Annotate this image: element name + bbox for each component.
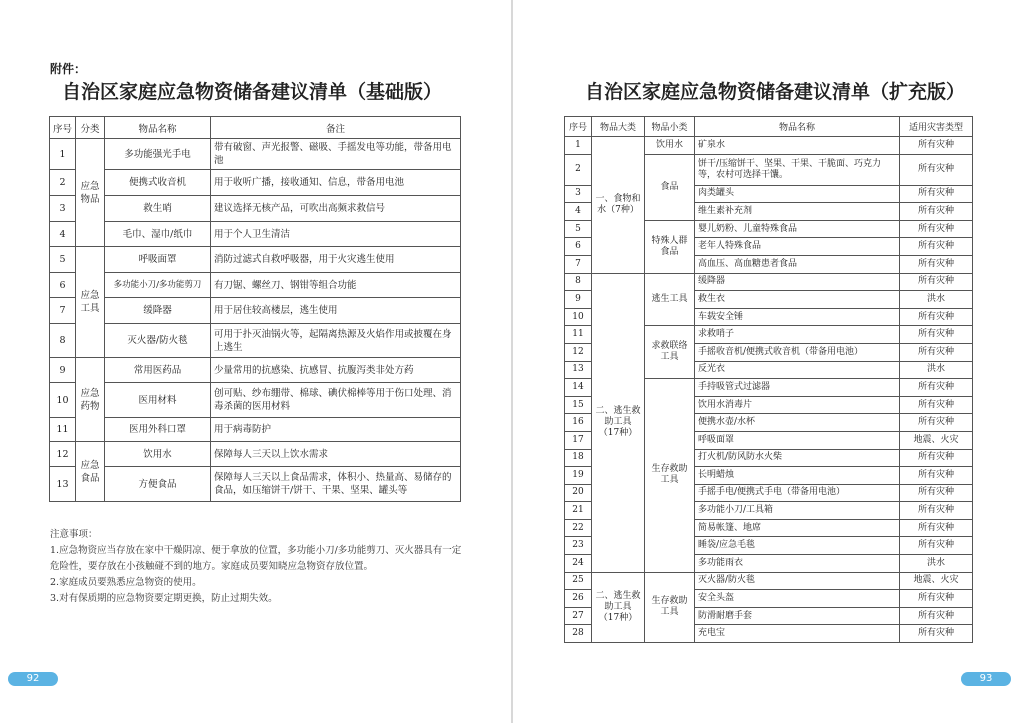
hazard-type: 地震、火灾 <box>900 572 973 590</box>
item-name: 手持吸管式过滤器 <box>695 379 900 397</box>
attachment-label: 附件： <box>50 62 87 76</box>
hazard-type: 所有灾种 <box>900 154 973 185</box>
item-name: 高血压、高血糖患者食品 <box>695 255 900 273</box>
item-name: 防滑耐磨手套 <box>695 607 900 625</box>
hazard-type: 所有灾种 <box>900 203 973 221</box>
table-row <box>50 324 461 358</box>
hazard-type: 所有灾种 <box>900 537 973 555</box>
table-row <box>50 247 461 273</box>
item-name: 长明蜡烛 <box>695 467 900 485</box>
header-sub-category: 物品小类 <box>645 117 695 137</box>
major-category-cell: 二、逃生救助工具（17种） <box>592 273 645 572</box>
hazard-type: 所有灾种 <box>900 414 973 432</box>
row-no: 19 <box>565 467 592 485</box>
hazard-type: 所有灾种 <box>900 220 973 238</box>
hazard-type: 所有灾种 <box>900 607 973 625</box>
item-note: 消防过滤式自救呼吸器，用于火灾逃生使用 <box>211 247 461 273</box>
item-note: 用于收听广播，接收通知、信息，带备用电池 <box>211 170 461 196</box>
item-name: 救生哨 <box>105 196 211 222</box>
table-row <box>50 298 461 324</box>
notes-section <box>50 527 470 607</box>
hazard-type: 所有灾种 <box>900 396 973 414</box>
basic-list-table <box>49 116 461 502</box>
sub-category-cell: 食品 <box>645 154 695 220</box>
row-no: 1 <box>565 137 592 155</box>
row-no: 14 <box>565 379 592 397</box>
item-note: 用于病毒防护 <box>211 418 461 442</box>
item-note: 用于居住较高楼层，逃生使用 <box>211 298 461 324</box>
item-name: 医用材料 <box>105 383 211 418</box>
hazard-type: 洪水 <box>900 291 973 309</box>
row-no: 9 <box>565 291 592 309</box>
major-category-cell: 二、逃生救助工具（17种） <box>592 572 645 642</box>
hazard-type: 所有灾种 <box>900 185 973 203</box>
item-note: 带有破窗、声光报警、磁吸、手摇发电等功能，带备用电池 <box>211 139 461 170</box>
table-row <box>565 137 973 155</box>
row-no: 16 <box>565 414 592 432</box>
item-name: 便携水壶/水杯 <box>695 414 900 432</box>
item-name: 肉类罐头 <box>695 185 900 203</box>
row-no: 2 <box>565 154 592 185</box>
row-no: 23 <box>565 537 592 555</box>
item-name: 灭火器/防火毯 <box>695 572 900 590</box>
row-no: 8 <box>565 273 592 291</box>
item-name: 求救哨子 <box>695 326 900 344</box>
row-no: 28 <box>565 625 592 643</box>
item-note: 建议选择无核产品，可吹出高频求救信号 <box>211 196 461 222</box>
hazard-type: 所有灾种 <box>900 255 973 273</box>
item-note: 有刀锯、螺丝刀、钢钳等组合功能 <box>211 273 461 298</box>
major-category-cell: 一、食物和水（7种） <box>592 137 645 274</box>
left-page <box>0 0 511 723</box>
item-name: 婴儿奶粉、儿童特殊食品 <box>695 220 900 238</box>
hazard-type: 洪水 <box>900 555 973 573</box>
row-no: 7 <box>565 255 592 273</box>
table-row <box>50 418 461 442</box>
table-row <box>50 442 461 467</box>
hazard-type: 所有灾种 <box>900 519 973 537</box>
header-hazard-type: 适用灾害类型 <box>900 117 973 137</box>
row-no: 21 <box>565 502 592 520</box>
table-row <box>50 383 461 418</box>
row-no: 5 <box>50 247 76 273</box>
category-cell: 应急工具 <box>76 247 105 358</box>
hazard-type: 所有灾种 <box>900 379 973 397</box>
item-name: 车载安全锤 <box>695 308 900 326</box>
table-header-row <box>565 117 973 137</box>
item-name: 灭火器/防火毯 <box>105 324 211 358</box>
note-item: 2.家庭成员要熟悉应急物资的使用。 <box>50 577 202 588</box>
expanded-list-table <box>564 116 973 643</box>
row-no: 10 <box>565 308 592 326</box>
item-name: 多功能小刀/多功能剪刀 <box>105 273 211 298</box>
row-no: 7 <box>50 298 76 324</box>
item-name: 缓降器 <box>105 298 211 324</box>
table-row <box>50 358 461 383</box>
hazard-type: 地震、火灾 <box>900 431 973 449</box>
notes-title: 注意事项： <box>50 529 98 540</box>
sub-category-cell: 生存救助工具 <box>645 572 695 642</box>
category-cell: 应急食品 <box>76 442 105 502</box>
table-header-row <box>50 117 461 139</box>
item-name: 手摇手电/便携式手电（带备用电池） <box>695 484 900 502</box>
item-name: 常用医药品 <box>105 358 211 383</box>
row-no: 5 <box>565 220 592 238</box>
item-name: 充电宝 <box>695 625 900 643</box>
row-no: 6 <box>50 273 76 298</box>
row-no: 11 <box>50 418 76 442</box>
item-name: 多功能小刀/工具箱 <box>695 502 900 520</box>
table-row <box>565 273 973 291</box>
table-row <box>50 222 461 247</box>
note-item: 3.对有保质期的应急物资要定期更换，防止过期失效。 <box>50 593 278 604</box>
header-item-name: 物品名称 <box>695 117 900 137</box>
table-row <box>50 170 461 196</box>
hazard-type: 所有灾种 <box>900 326 973 344</box>
header-major-category: 物品大类 <box>592 117 645 137</box>
row-no: 4 <box>565 203 592 221</box>
row-no: 2 <box>50 170 76 196</box>
table-row <box>50 273 461 298</box>
item-note: 少量常用的抗感染、抗感冒、抗腹泻类非处方药 <box>211 358 461 383</box>
row-no: 15 <box>565 396 592 414</box>
note-item: 1.应急物资应当存放在家中干燥阴凉、便于拿放的位置，多功能小刀/多功能剪刀、灭火器具有一定危险性，要存放在小孩触碰不到的地方。家庭成员要知晓应急物资存放位置。 <box>50 545 462 572</box>
header-note: 备注 <box>211 117 461 139</box>
sub-category-cell: 生存救助工具 <box>645 379 695 573</box>
item-name: 维生素补充剂 <box>695 203 900 221</box>
table-row <box>50 139 461 170</box>
row-no: 11 <box>565 326 592 344</box>
item-note: 创可贴、纱布绷带、棉球、碘伏棉棒等用于伤口处理、消毒杀菌的医用材料 <box>211 383 461 418</box>
item-name: 打火机/防风防水火柴 <box>695 449 900 467</box>
row-no: 12 <box>565 343 592 361</box>
table-row <box>50 467 461 502</box>
item-name: 多功能强光手电 <box>105 139 211 170</box>
item-name: 饮用水 <box>105 442 211 467</box>
row-no: 24 <box>565 555 592 573</box>
page-number: 92 <box>8 672 58 686</box>
row-no: 9 <box>50 358 76 383</box>
item-name: 缓降器 <box>695 273 900 291</box>
item-name: 方便食品 <box>105 467 211 502</box>
page-number: 93 <box>961 672 1011 686</box>
expanded-list-title: 自治区家庭应急物资储备建议清单（扩充版） <box>585 81 966 103</box>
row-no: 13 <box>50 467 76 502</box>
sub-category-cell: 逃生工具 <box>645 273 695 326</box>
sub-category-cell: 特殊人群食品 <box>645 220 695 273</box>
right-page <box>513 0 1024 723</box>
item-name: 多功能雨衣 <box>695 555 900 573</box>
item-note: 可用于扑灭油锅火等，起隔离热源及火焰作用或披覆在身上逃生 <box>211 324 461 358</box>
item-note: 用于个人卫生清洁 <box>211 222 461 247</box>
hazard-type: 所有灾种 <box>900 467 973 485</box>
item-name: 医用外科口罩 <box>105 418 211 442</box>
table-row <box>565 572 973 590</box>
item-name: 呼吸面罩 <box>105 247 211 273</box>
item-name: 矿泉水 <box>695 137 900 155</box>
row-no: 1 <box>50 139 76 170</box>
hazard-type: 所有灾种 <box>900 590 973 608</box>
row-no: 13 <box>565 361 592 379</box>
row-no: 3 <box>565 185 592 203</box>
row-no: 8 <box>50 324 76 358</box>
item-name: 老年人特殊食品 <box>695 238 900 256</box>
row-no: 17 <box>565 431 592 449</box>
item-name: 反光衣 <box>695 361 900 379</box>
table-row <box>50 196 461 222</box>
category-cell: 应急药物 <box>76 358 105 442</box>
item-name: 便携式收音机 <box>105 170 211 196</box>
item-note: 保障每人三天以上食品需求，体积小、热量高、易储存的食品，如压缩饼干/饼干、干果、坚果、罐头等 <box>211 467 461 502</box>
header-no: 序号 <box>565 117 592 137</box>
item-name: 饮用水消毒片 <box>695 396 900 414</box>
row-no: 27 <box>565 607 592 625</box>
item-name: 救生衣 <box>695 291 900 309</box>
hazard-type: 所有灾种 <box>900 273 973 291</box>
hazard-type: 所有灾种 <box>900 449 973 467</box>
hazard-type: 所有灾种 <box>900 238 973 256</box>
hazard-type: 洪水 <box>900 361 973 379</box>
category-cell: 应急物品 <box>76 139 105 247</box>
item-name: 睡袋/应急毛毯 <box>695 537 900 555</box>
row-no: 12 <box>50 442 76 467</box>
item-name: 饼干/压缩饼干、坚果、干果、干脆面、巧克力等，农村可选择干馕。 <box>695 154 900 185</box>
hazard-type: 所有灾种 <box>900 502 973 520</box>
sub-category-cell: 饮用水 <box>645 137 695 155</box>
row-no: 18 <box>565 449 592 467</box>
header-category: 分类 <box>76 117 105 139</box>
hazard-type: 所有灾种 <box>900 625 973 643</box>
row-no: 4 <box>50 222 76 247</box>
row-no: 22 <box>565 519 592 537</box>
item-name: 毛巾、湿巾/纸巾 <box>105 222 211 247</box>
header-item-name: 物品名称 <box>105 117 211 139</box>
item-name: 安全头盔 <box>695 590 900 608</box>
row-no: 10 <box>50 383 76 418</box>
row-no: 26 <box>565 590 592 608</box>
hazard-type: 所有灾种 <box>900 308 973 326</box>
row-no: 25 <box>565 572 592 590</box>
row-no: 3 <box>50 196 76 222</box>
row-no: 6 <box>565 238 592 256</box>
hazard-type: 所有灾种 <box>900 484 973 502</box>
item-note: 保障每人三天以上饮水需求 <box>211 442 461 467</box>
row-no: 20 <box>565 484 592 502</box>
item-name: 简易帐篷、地席 <box>695 519 900 537</box>
item-name: 呼吸面罩 <box>695 431 900 449</box>
hazard-type: 所有灾种 <box>900 343 973 361</box>
hazard-type: 所有灾种 <box>900 137 973 155</box>
sub-category-cell: 求救联络工具 <box>645 326 695 379</box>
basic-list-title: 自治区家庭应急物资储备建议清单（基础版） <box>62 81 443 103</box>
item-name: 手摇收音机/便携式收音机（带备用电池） <box>695 343 900 361</box>
header-no: 序号 <box>50 117 76 139</box>
